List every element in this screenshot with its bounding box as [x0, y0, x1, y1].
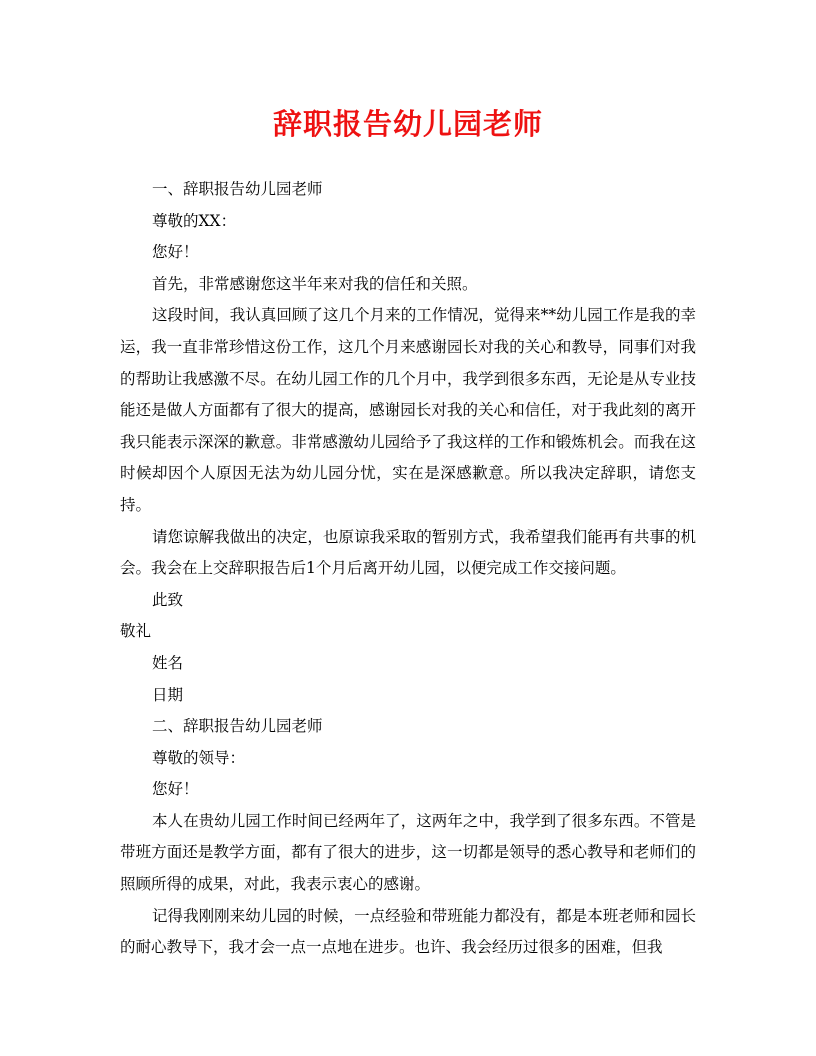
signature-name: 姓名 [152, 653, 184, 672]
document-body [120, 174, 696, 964]
paragraph: 您好！ [152, 243, 199, 262]
section-heading: 二、辞职报告幼儿园老师 [152, 717, 323, 736]
paragraph: 尊敬的XX： [152, 211, 237, 230]
paragraph: 一、辞职报告幼儿园老师 [152, 180, 323, 198]
document-title: 辞职报告幼儿园老师 [272, 107, 543, 141]
closing-salutation: 此致 [152, 590, 184, 609]
paragraph: 您好！ [152, 780, 199, 799]
paragraph: 这段时间，我认真回顾了这几个月来的工作情况，觉得来**幼儿园工作是我的幸运，我一直非常珍惜这份工作，这几个月来感谢园长对我的关心和教导，同事们对我的帮助让我感激不尽。在幼儿园工作的几个月中，我学到很多东西，无论是从专业技能还是做人方面都有了很大的提高，感谢园长对我的关心和信任，对于我此刻的离开我只能表示深深的歉意。非常感激幼儿园给予了我这样的工作和锻炼机会。而我在这时候却因个人原因无法为幼儿园分忧，实在是深感歉意。所以我决定辞职，请您支持。 [120, 306, 696, 514]
paragraph: 首先，非常感谢您这半年来对我的信任和关照。 [152, 274, 478, 293]
closing-regards: 敬礼 [120, 622, 152, 641]
paragraph: 本人在贵幼儿园工作时间已经两年了，这两年之中，我学到了很多东西。不管是带班方面还是教学方面，都有了很大的进步，这一切都是领导的悉心教导和老师们的照顾所得的成果，对此，我表示衷心的感谢。 [120, 811, 696, 894]
paragraph: 记得我刚刚来幼儿园的时候，一点经验和带班能力都没有，都是本班老师和园长的耐心教导下，我才会一点一点地在进步。也许、我会经历过很多的困难，但我 [120, 906, 696, 957]
paragraph: 尊敬的领导： [152, 748, 246, 767]
signature-date: 日期 [152, 685, 184, 704]
paragraph: 请您谅解我做出的决定，也原谅我采取的暂别方式，我希望我们能再有共事的机会。我会在上交辞职报告后1个月后离开幼儿园，以便完成工作交接问题。 [120, 527, 696, 578]
